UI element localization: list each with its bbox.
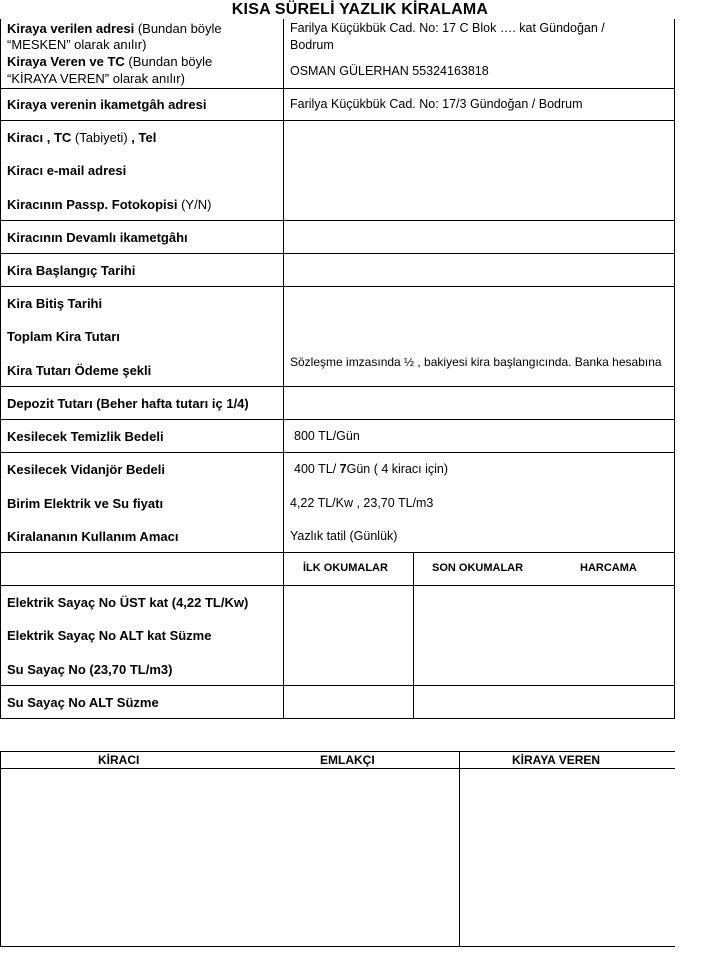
su-sayac-label: Su Sayaç No (23,70 TL/m3) [7,662,173,677]
emlakci-signature-header: EMLAKÇI [320,753,375,767]
page-title: KISA SÜRELİ YAZLIK KİRALAMA [231,1,489,18]
birim-fiyat-label: Birim Elektrik ve Su fiyatı [7,496,164,511]
toplam-kira-label: Toplam Kira Tutarı [7,329,120,344]
row-divider [0,220,675,221]
ikametgah-value: Farilya Küçükbük Cad. No: 17/3 Gündoğan / Bodrum [290,97,583,111]
temizlik-value: 800 TL/Gün [294,429,360,443]
row-divider [0,452,675,453]
elektrik-ust-sayac-label: Elektrik Sayaç No ÜST kat (4,22 TL/Kw) [7,595,249,610]
bitis-tarihi-label: Kira Bitiş Tarihi [7,296,103,311]
kullanim-amaci-label: Kiralananın Kullanım Amacı [7,529,179,544]
email-label: Kiracı e-mail adresi [7,163,127,178]
row-divider [0,419,675,420]
harcama-header: HARCAMA [580,562,637,574]
signature-left-border [0,751,1,947]
kiraya-veren-value: OSMAN GÜLERHAN 55324163818 [290,64,489,78]
row-divider [0,685,675,686]
row-divider [0,552,675,553]
kiraya-veren-signature-header: KİRAYA VEREN [512,753,601,767]
elektrik-alt-sayac-label: Elektrik Sayaç No ALT kat Süzme [7,628,212,643]
signature-bottom-border [0,946,675,947]
ikametgah-label: Kiraya verenin ikametgâh adresi [7,97,207,112]
baslangic-tarihi-label: Kira Başlangıç Tarihi [7,263,136,278]
table-left-border [0,19,1,719]
row-divider [0,88,675,89]
mesken-label-note: “MESKEN” olarak anılır) [7,37,147,52]
depozit-label: Depozit Tutarı (Beher hafta tutarı iç 1/4) [7,396,249,411]
signature-column-divider [459,751,460,947]
vidanjor-value: 400 TL/ 7Gün ( 4 kiracı için) [294,462,449,476]
kiraya-veren-label: Kiraya Veren ve TC (Bundan böyle [7,54,213,69]
signature-top-border [0,751,675,752]
devamli-ikametgah-label: Kiracının Devamlı ikametgâhı [7,230,188,245]
ilk-okumalar-header: İLK OKUMALAR [303,562,388,574]
signature-header-divider [0,768,675,769]
row-divider [0,386,675,387]
passport-label: Kiracının Passp. Fotokopisi (Y/N) [7,197,212,212]
mesken-label: Kiraya verilen adresi (Bundan böyle [7,21,222,36]
vidanjor-label: Kesilecek Vidanjör Bedeli [7,462,165,477]
son-okumalar-header: SON OKUMALAR [432,562,524,574]
odeme-sekli-label: Kira Tutarı Ödeme şekli [7,363,152,378]
su-alt-sayac-label: Su Sayaç No ALT Süzme [7,695,159,710]
temizlik-label: Kesilecek Temizlik Bedeli [7,429,164,444]
row-divider [0,286,675,287]
odeme-sekli-value: Sözleşme imzasında ½ , bakiyesi kira başlangıcında. Banka hesabına [290,355,662,369]
table-bottom-border [0,718,675,719]
row-divider [0,120,675,121]
kiraya-veren-label-note: “KİRAYA VEREN” olarak anılır) [7,71,185,86]
kiraci-signature-header: KİRACI [98,753,140,767]
table-column-divider [283,19,284,719]
row-divider [0,253,675,254]
kullanim-amaci-value: Yazlık tatil (Günlük) [290,529,398,543]
mesken-address-value: Farilya Küçükbük Cad. No: 17 C Blok …. kat Gündoğan / [290,21,605,35]
row-divider [0,585,675,586]
mesken-address-value-cont: Bodrum [290,38,334,52]
kiraci-label: Kiracı , TC (Tabiyeti) , Tel [7,130,157,145]
table-right-border [674,19,675,719]
birim-fiyat-value: 4,22 TL/Kw , 23,70 TL/m3 [290,496,434,510]
meter-column-divider [413,552,414,719]
